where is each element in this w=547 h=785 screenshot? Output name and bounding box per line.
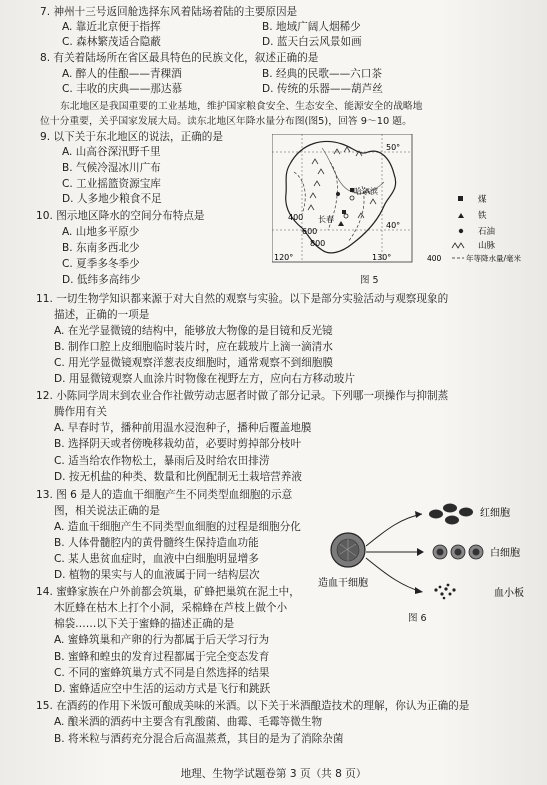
intro-line-2: 位十分重要，关乎国家发展大局。读东北地区年降水量分布图(图5)，回答 9～10 题。 bbox=[40, 116, 412, 127]
white-cell-label: 白细胞 bbox=[490, 548, 520, 559]
q15-option-a: A. 酿米酒的酒药中主要含有乳酸菌、曲霉、毛霉等微生物 bbox=[54, 716, 323, 728]
q14-option-b: B. 蜜蜂和蝗虫的发育过程都属于完全变态发育 bbox=[54, 651, 270, 663]
platelet-icon bbox=[434, 584, 455, 600]
legend-isohyet-number: 400 bbox=[427, 254, 442, 263]
mountain-symbols bbox=[308, 147, 376, 218]
figure5-caption: 图 5 bbox=[360, 275, 379, 286]
red-cell-label: 红细胞 bbox=[480, 508, 510, 519]
q11-option-c: C. 用光学显微镜观察洋葱表皮细胞时，通常观察不到细胞膜 bbox=[54, 357, 333, 369]
intro-line-1: 东北地区是我国重要的工业基地，维护国家粮食安全、生态安全、能源安全的战略地 bbox=[60, 101, 423, 112]
legend-iron-label: 铁 bbox=[478, 211, 487, 221]
q12-stem-line-1: 12. 小陈同学周末到农业合作社做劳动志愿者时做了部分记录。下列哪一项操作与抑制蒸 bbox=[36, 390, 449, 402]
legend-coal-symbol bbox=[458, 196, 463, 201]
q14-option-c: C. 不同的蜜蜂筑巢方式不同是自然选择的结果 bbox=[54, 667, 270, 679]
isohyet-600-label: 600 bbox=[302, 227, 318, 236]
q10-stem: 10. 图示地区降水的空间分布特点是 bbox=[36, 210, 205, 222]
isohyet-800-label: 800 bbox=[310, 239, 326, 248]
q12-stem-line-2: 腾作用有关 bbox=[54, 406, 107, 418]
q8-option-b: B. 经典的民歌——六口茶 bbox=[262, 68, 382, 80]
isohyet-400 bbox=[294, 172, 305, 214]
q8-option-d: D. 传统的乐器——葫芦丝 bbox=[262, 83, 383, 95]
stem-cell-label: 造血干细胞 bbox=[318, 578, 368, 589]
q9-option-b: B. 气候冷湿冰川广布 bbox=[62, 162, 161, 174]
legend-oil-symbol bbox=[459, 229, 463, 233]
legend-mountain-label: 山脉 bbox=[478, 241, 496, 251]
city-changchun-label: 长春 bbox=[318, 215, 334, 224]
q14-stem-line-3: 棉袋……以下关于蜜蜂的描述正确的是 bbox=[54, 618, 235, 630]
q12-option-c: C. 适当给农作物松土，暴雨后及时给农田排涝 bbox=[54, 455, 270, 467]
lat-40-label: 40° bbox=[386, 221, 401, 230]
q14-option-a: A. 蜜蜂筑巢和产卵的行为都属于后天学习行为 bbox=[54, 634, 270, 646]
q14-option-d: D. 蜜蜂适应空中生活的运动方式是飞行和跳跃 bbox=[54, 683, 271, 695]
legend-iron-symbol bbox=[458, 213, 464, 218]
q15-stem: 15. 在酒药的作用下米饭可酿成美味的米酒。以下关于米酒酿造技术的理解，你认为正确的是 bbox=[36, 700, 470, 712]
q10-option-c: C. 夏季多冬季少 bbox=[62, 258, 140, 270]
q8-stem: 8. 有关着陆场所在省区最具特色的民族文化，叙述正确的是 bbox=[40, 52, 319, 64]
page-footer: 地理、生物学试题卷第 3 页（共 8 页） bbox=[180, 768, 367, 780]
q11-option-d: D. 用显微镜观察人血涂片时物像在视野左方，应向右方移动玻片 bbox=[54, 373, 355, 385]
city-harbin-label: 哈尔滨 bbox=[354, 187, 378, 196]
q7-option-a: A. 靠近北京便于指挥 bbox=[62, 21, 161, 33]
q13-option-d: D. 植物的果实与人的血液属于同一结构层次 bbox=[54, 569, 260, 581]
q11-option-a: A. 在光学显微镜的结构中，能够放大物像的是目镜和反光镜 bbox=[54, 325, 333, 337]
q11-option-b: B. 制作口腔上皮细胞临时装片时，应在载玻片上滴一滴清水 bbox=[54, 341, 333, 353]
platelet-label: 血小板 bbox=[494, 588, 524, 599]
q10-option-a: A. 山地多平原少 bbox=[62, 226, 140, 238]
isohyet-400-label: 400 bbox=[288, 213, 304, 222]
iron-symbol bbox=[338, 221, 344, 226]
figure6-diagram bbox=[318, 488, 540, 608]
q9-option-a: A. 山高谷深汛野千里 bbox=[62, 146, 161, 158]
red-cell-icon bbox=[429, 510, 443, 519]
q12-option-d: D. 按无机盐的种类、数量和比例配制无土栽培营养液 bbox=[54, 471, 302, 483]
q15-option-b: B. 将米粒与酒药充分混合后高温蒸煮，其目的是为了消除杂菌 bbox=[54, 733, 344, 745]
q9-option-c: C. 工业摇篮资源宝库 bbox=[62, 178, 161, 190]
q14-stem-line-2: 木匠蜂在枯木上打个小洞，采棉蜂在芦枝上做个小 bbox=[54, 602, 288, 614]
legend-coal-label: 煤 bbox=[478, 195, 487, 205]
lon-130-label: 130° bbox=[372, 253, 392, 262]
q11-stem-line-1: 11. 一切生物学知识都来源于对大自然的观察与实验。以下是部分实验活动与观察现象的 bbox=[36, 293, 449, 305]
q10-option-d: D. 低纬多高纬少 bbox=[62, 274, 141, 286]
changchun-marker bbox=[344, 214, 348, 218]
q8-option-a: A. 醉人的佳酿——青稞酒 bbox=[62, 68, 182, 80]
q13-option-a: A. 造血干细胞产生不同类型血细胞的过程是细胞分化 bbox=[54, 521, 301, 533]
legend-mountain-symbol bbox=[452, 243, 464, 248]
q13-option-b: B. 人体骨髓腔内的黄骨髓终生保持造血功能 bbox=[54, 537, 259, 549]
lat-50-label: 50° bbox=[386, 143, 401, 152]
q9-stem: 9. 以下关于东北地区的说法，正确的是 bbox=[40, 131, 223, 143]
q13-stem-line-2: 图，相关说法正确的是 bbox=[54, 505, 160, 517]
q12-option-b: B. 选择阴天或者傍晚移栽幼苗，必要时剪掉部分枝叶 bbox=[54, 438, 302, 450]
harbin-marker bbox=[350, 196, 354, 200]
q7-stem: 7. 神州十三号返回舱选择东风着陆场着陆的主要原因是 bbox=[40, 6, 298, 18]
q10-option-b: B. 东南多西北少 bbox=[62, 242, 140, 254]
q13-option-c: C. 某人患贫血症时，血液中白细胞明显增多 bbox=[54, 553, 259, 565]
q12-option-a: A. 早春时节，播种前用温水浸泡种子，播种后覆盖地膜 bbox=[54, 422, 312, 434]
legend-isohyet-label: 年等降水量/毫米 bbox=[466, 254, 522, 263]
figure5-map bbox=[272, 134, 536, 270]
q7-option-b: B. 地域广阔人烟稀少 bbox=[262, 21, 361, 33]
q14-stem-line-1: 14. 蜜蜂家族在户外前都会筑巢，矿蜂把巢筑在泥土中， bbox=[36, 586, 300, 598]
legend-oil-label: 石油 bbox=[478, 227, 496, 237]
q8-option-c: C. 丰收的庆典——那达慕 bbox=[62, 83, 183, 95]
oil-symbol bbox=[336, 192, 340, 196]
coal-symbol bbox=[342, 210, 346, 214]
q7-option-c: C. 森林繁茂适合隐蔽 bbox=[62, 36, 161, 48]
figure6-caption: 图 6 bbox=[408, 613, 427, 624]
q13-stem-line-1: 13. 图 6 是人的造血干细胞产生不同类型血细胞的示意 bbox=[36, 489, 293, 501]
q11-stem-line-2: 描述，正确的一项是 bbox=[54, 309, 150, 321]
lon-120-label: 120° bbox=[274, 253, 294, 262]
q7-option-d: D. 蓝天白云风景如画 bbox=[262, 36, 362, 48]
q9-option-d: D. 人多地少粮食不足 bbox=[62, 193, 162, 205]
